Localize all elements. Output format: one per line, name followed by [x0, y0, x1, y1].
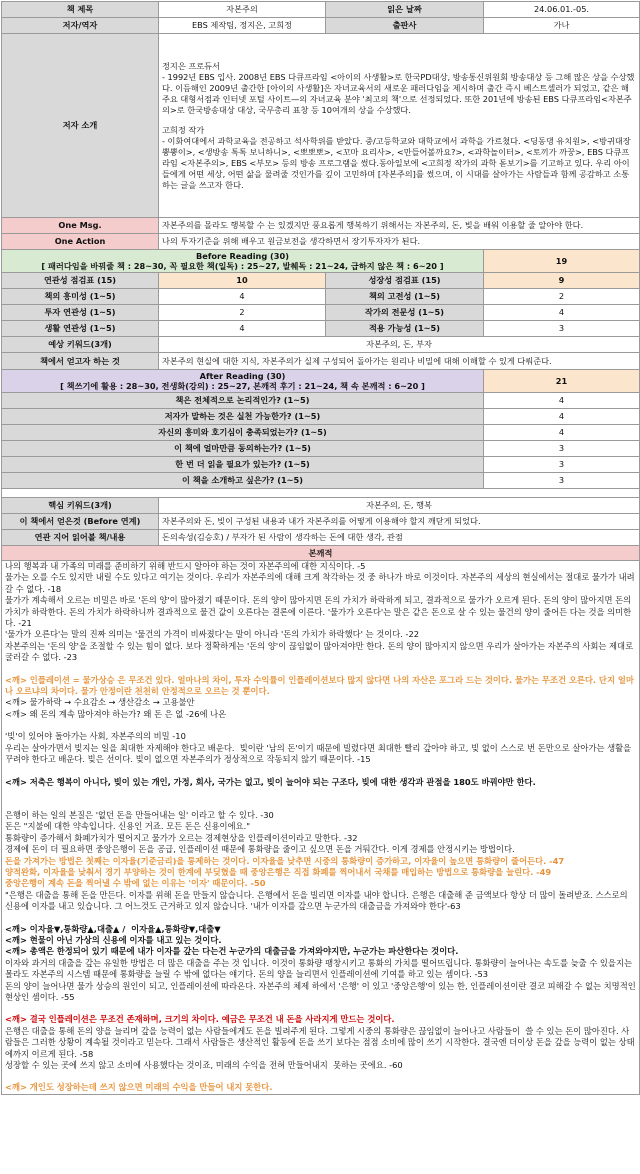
after-row-value: 4 — [484, 409, 640, 425]
spacer-row — [2, 489, 640, 498]
author-intro — [159, 34, 640, 218]
note-line: 중앙은행이 계속 돈을 찍어낼 수 밖에 없는 이유는 '이자' 때문이다. -50 — [5, 878, 266, 889]
author-intro-line: 고희정 작가 — [162, 124, 205, 135]
expectation-label: 책에서 얻고자 하는 것 — [2, 353, 159, 370]
note-line: 은행은 대출을 통해 돈의 양을 늘리며 갚을 능력이 없는 사람들에게도 돈을 빌려주게 된다. 그렇게 시중의 통화량은 끊임없이 늘어나고 사람들이 쓸 수 있는 돈이 많아진다. 사람들은 그러한 상황이 계속될 것이라고 믿는다. 그래서 사람들은 생산적인 활동에 돈을 쓰기 보다는 점점 소비에 많이 쓰기 시작한다. 결국엔 더이상 돈을 갚을 능력이 없는 상태에까지 이르게 된다. -58 — [5, 1025, 635, 1059]
before-row-label: 투자 연관성 (1~5) — [2, 305, 159, 321]
after-row-value: 4 — [484, 425, 640, 441]
author-intro-line: - 이화여대에서 과학교육을 전공하고 석사학위를 받았다. 중/고등학교와 대학교에서 과학을 가르쳤다. <딩동댕 유치원>, <방귀대장 뿡뿡이>, <생방송 톡톡 보니하니>, <뽀뽀뽀>, <꼬마 요리사>, <만들어볼까요?>, <과학놀이터>, <토끼가 까꿍>, EBS 다큐프라임 <자본주의>, EBS <부모> 등의 방송 프로그램을 썼다.동아일보에 <고희정 작가의 과학 돋보기>를 기고하고 있다. 우리 아이들에게 어떤 세상, 어떤 삶을 물려줄 것인가를 깊이 고민하며 [자본주의]를 썼으며, 이 시대를 살아가는 사람들과 함께 공감하고 소통하는 글을 쓰고자 한다. — [162, 135, 631, 190]
note-spacer — [5, 720, 636, 731]
note-line: 통화량이 증가해서 화폐가치가 떨어지고 물가가 오르는 경제현상을 인플레이션이라고 말한다. -32 — [5, 832, 358, 843]
author-label: 저자/역자 — [2, 18, 159, 34]
one-msg-label: One Msg. — [2, 218, 159, 234]
note-line: <깨> 인플레이션 = 물가상승 은 무조건 있다. 얼마나의 차이, 투자 수익률이 인플레이션보다 많지 않다면 나의 자산은 포그라 드는 것이다. 물가는 무조건 오른다. 단지 얼마나 오르냐의 차이다. 물가 안정이란 천천히 안정적으로 오르는 것 뿐이다. — [5, 674, 634, 697]
after-row-label: 저자가 말하는 것은 실천 가능한가? (1~5) — [2, 409, 484, 425]
related-reading-label: 연관 지어 읽어볼 책/내용 — [2, 530, 159, 546]
note-line: <깨> 왜 돈의 계속 많아져야 하는가? 왜 돈 은 없 -26에 나온 — [5, 708, 227, 719]
note-line: <깨> 결국 인플레이션은 무조건 존재하며, 크기의 차이다. 예금은 무조건 내 돈을 사라지게 만드는 것이다. — [5, 1014, 395, 1025]
note-spacer — [5, 913, 636, 924]
note-line: <깨> 이자율▼,통화량▲,대출▲ / 이자율▲,통화량▼,대출▼ — [5, 923, 221, 934]
book-review-sheet — [1, 1, 639, 1095]
note-line: '물가가 오른다'는 말의 진짜 의미는 '물건의 가격이 비싸졌다'는 말이 아니라 '돈의 가치가 하락했다' 는 것이다. -22 — [5, 629, 420, 640]
author-intro-label: 저자 소개 — [2, 34, 159, 218]
notes-list — [5, 561, 639, 1094]
publisher-label: 출판사 — [326, 18, 484, 34]
note-line: <깨> 개인도 성장하는데 쓰지 않으면 미래의 수익을 만들어 내지 못한다. — [5, 1082, 273, 1093]
note-line: 우리는 살아가면서 빚지는 일을 최대한 자제해야 한다고 배운다. 빚이란 '남의 돈'이기 때문에 빌렸다면 최대한 빨리 갚아야 하고, 빚 없이 스스로 번 돈만으로 살아가는 생활을 꾸려야 한다고 배운다. 빚은 선이다. 빚이 없으면 자본주의가 정상적으로 작동되지 않기 때문이다. -15 — [5, 742, 634, 765]
before-row-label: 연관성 점검표 (15) — [2, 273, 159, 289]
author-intro-line: - 1992년 EBS 입사. 2008년 EBS 다큐프라임 <아이의 사생활>로 한국PD대상, 방송통신위원회 방송대상 등 그해 많은 상을 수상했다. 이듬해인 2009년 출간한 [아이의 사생활]은 자녀교육서의 새로운 패러다임을 제시하며 출간 즉시 베스트셀러가 되었고, 같은 해 주요 대형서점과 인터넷 포털 사이트—의 자녀교육 분야 '최고의 책'으로 선정되었다. 또한 201년에 방송된 EBS 다큐프라임<자본주의>로 한국방송대상 대상, 국무총리 표창 등 10여개의 상을 수상했다. — [162, 71, 635, 115]
before-row-label: 성장성 점검표 (15) — [326, 273, 484, 289]
after-row-value: 3 — [484, 473, 640, 489]
note-line: 물가가 계속해서 오르는 비밀은 바로 '돈의 양'이 많아졌기 때문이다. 돈의 양이 많아지면 돈의 가치가 하락하게 되고, 결과적으로 물가가 오르게 된다. 돈의 양이 많아지면 돈의 가치가 하락한다. 돈의 가치가 하락하니까 결과적으로 물건 값이 오른다는 결론에 이른다. '물가가 오른다'는 말은 같은 돈으로 살 수 있는 물건의 양이 줄어든 다는 것을 의미한다. -21 — [5, 595, 634, 629]
after-row-label: 책은 전체적으로 논리적인가? (1~5) — [2, 393, 484, 409]
after-row-value: 3 — [484, 441, 640, 457]
note-line: '빚'이 있어야 돌아가는 사회, 자본주의의 비밀 -10 — [5, 731, 186, 742]
note-line: <깨> 저축은 행복이 아니다, 빚이 있는 개인, 가정, 회사, 국가는 없고, 빚이 늘어야 되는 구조다, 빚에 대한 생각과 관점을 180도 바꿔야만 한다. — [5, 776, 536, 787]
expected-keywords: 자본주의, 돈, 부자 — [159, 337, 640, 353]
before-row-value: 2 — [484, 289, 640, 305]
before-reading-criteria: [ 패러다임을 바꿔줄 책 : 28~30, 꼭 필요한 책(일독) : 25~27, 발췌독 : 21~24, 급하지 않은 책 : 6~20 ] — [41, 261, 444, 271]
before-row-value: 4 — [484, 305, 640, 321]
after-reading-title: After Reading (30) — [199, 370, 286, 381]
before-reading-header — [2, 250, 484, 273]
expected-keywords-label: 예상 키워드(3개) — [2, 337, 159, 353]
note-line: 자본주의는 '돈의 양'을 조절할 수 있는 힘이 없다. 보다 정확하게는 '돈의 양'이 끊임없이 많아져야만 한다. 돈의 양이 많아지지 않으면 우리가 살아가는 자본주의 사회는 제대로 굴러갈 수 없다. -23 — [5, 640, 636, 663]
spacer — [162, 116, 636, 125]
gained-label: 이 책에서 얻은것 (Before 연계) — [2, 514, 159, 530]
one-action-label: One Action — [2, 234, 159, 250]
bonkkaejeok-body — [2, 561, 640, 1095]
one-msg: 자본주의를 몰라도 행복할 수 는 있겠지만 풍요롭게 행복하기 위해서는 자본주의, 돈, 빚을 배워 이용할 줄 알아야 한다. — [159, 218, 640, 234]
before-reading-total: 19 — [484, 250, 640, 273]
gained: 자본주의와 돈, 빚이 구성된 내용과 내가 자본주의를 어떻게 이용해야 할지 깨닫게 되었다. — [159, 514, 640, 530]
after-row-label: 이 책에 얼마만큼 동의하는가? (1~5) — [2, 441, 484, 457]
note-line: <깨> 총액은 한정되어 있기 때문에 내가 이자를 갚는 다는건 누군가의 대출금을 가져와야지만, 누군가는 파산한다는 것이다. — [5, 946, 459, 957]
author-intro-line: 정지은 프로듀서 — [162, 60, 220, 71]
after-reading-criteria: [ 책쓰기에 활용 : 28~30, 전생화(강의) : 25~27, 본깨적 후기 : 21~24, 책 속 본깨적 : 6~20 ] — [60, 381, 425, 391]
before-row-label: 작가의 전문성 (1~5) — [326, 305, 484, 321]
note-line: 은행이 하는 일의 본질은 '없던 돈을 만들어내는 일' 이라고 할 수 있다. -30 — [5, 809, 274, 820]
note-spacer — [5, 1071, 636, 1082]
note-spacer — [5, 766, 636, 777]
note-line: 양적완화, 이자율을 낮춰서 경기 부양하는 것이 한계에 부딪혔을 때 중앙은행은 직접 화폐를 찍어내서 국채를 매입하는 방법으로 통화량을 늘린다. -49 — [5, 866, 552, 877]
related-reading: 돈의속성(김승호) / 부자가 된 사람이 생각하는 돈에 대한 생각, 관점 — [159, 530, 640, 546]
note-line: 이자와 과거의 대출을 갚는 유일한 방법은 더 많은 대출을 주는 것 입니다. 이것이 통화량 팽창시키고 통화의 가치를 떨어뜨립니다. 통화량이 늘어나는 속도를 늦출 수 있을지는 몰라도 자본주의 시스템 때문에 통화량을 늘릴 수 밖에 없다는 얘기다. 돈의 양을 늘리면서 인플레이션에 기여를 하고 있는 셈이다. -53 — [5, 957, 635, 980]
after-row-value: 4 — [484, 393, 640, 409]
after-reading-total: 21 — [484, 370, 640, 393]
note-line: <깨> 현물이 아닌 가상의 신용에 이자를 내고 있는 것이다. — [5, 934, 222, 945]
bonkkaejeok-label: 본깨적 — [2, 546, 640, 561]
note-spacer — [5, 1003, 636, 1014]
read-date: 24.06.01.-05. — [484, 2, 640, 18]
read-date-label: 읽은 날짜 — [326, 2, 484, 18]
after-reading-header — [2, 370, 484, 393]
book-title-label: 책 제목 — [2, 2, 159, 18]
note-line: "은행은 대출을 통해 돈을 만든다. 이자를 위해 돈을 만들지 않습니다. 은행에서 돈을 빌리면 이자를 내야 합니다. 은행은 대출해 준 금액보다 항상 더 많이 돌려받죠. 스스로의 신용에 이자를 내고 있습니다. 그 어느것도 근거하고 있지 않습니다. '내가 이자를 갚으면 누군가의 대출금을 가져와야 한다'-63 — [5, 889, 631, 912]
review-table — [1, 1, 640, 1095]
after-row-label: 이 책을 소개하고 싶은가? (1~5) — [2, 473, 484, 489]
core-keywords: 자본주의, 돈, 행복 — [159, 498, 640, 514]
publisher: 가나 — [484, 18, 640, 34]
note-line: 성장할 수 있는 곳에 쓰지 않고 소비에 사용했다는 것이죠, 미래의 수익을 전혀 만들어내지 못하는 곳에요. -60 — [5, 1060, 403, 1071]
note-line: <깨> 물가하락 → 수요감소 → 생산감소 → 고용불안 — [5, 697, 195, 708]
note-line: 물가는 오를 수도 있지만 내릴 수도 있다고 여기는 것이다. 우리가 자본주의에 대해 크게 착각하는 것 중 하나가 바로 이것이다. 자본주의 세상의 현실에서는 절대로 물가가 내려갈 수 없다. -18 — [5, 572, 635, 594]
author: EBS 제작팀, 정지은, 고희정 — [159, 18, 326, 34]
expectation: 자본주의 현실에 대한 지식, 자본주의가 실제 구성되어 돌아가는 원리나 비밀에 대해 이해할 수 있게 다뤄준다. — [159, 353, 640, 370]
core-keywords-label: 핵심 키워드(3개) — [2, 498, 159, 514]
before-row-value: 4 — [159, 289, 326, 305]
before-row-value: 9 — [484, 273, 640, 289]
note-line: 돈의 양이 늘어나면 물가 상승의 원인이 되고, 인플레이션에 따라온다. 자본주의 체제 하에서 '은행' 이 있고 '중앙은행'이 있는 한, 인플레이션이란 결코 피해갈 수 없는 치명적인 현상인 셈이다. -55 — [5, 980, 639, 1002]
note-line: 나의 행복과 내 가족의 미래를 준비하기 위해 반드시 알아야 하는 것이 자본주의에 대한 지식이다. -5 — [5, 561, 366, 571]
before-row-value: 2 — [159, 305, 326, 321]
after-row-label: 자신의 흥미와 호기심이 충족되었는가? (1~5) — [2, 425, 484, 441]
before-row-label: 책의 고전성 (1~5) — [326, 289, 484, 305]
before-row-value: 10 — [159, 273, 326, 289]
note-line: 돈을 가져가는 방법은 첫째는 이자율(기준금리)을 통제하는 것이다. 이자율을 낮추면 시중의 통화량이 증가하고, 이자율이 높으면 통화량이 줄어든다. -47 — [5, 855, 565, 866]
before-row-label: 책의 흥미성 (1~5) — [2, 289, 159, 305]
one-action: 나의 투자기준을 위해 배우고 원금보전을 생각하면서 장기투자자가 된다. — [159, 234, 640, 250]
after-row-label: 한 번 더 읽을 필요가 있는가? (1~5) — [2, 457, 484, 473]
before-reading-title: Before Reading (30) — [196, 250, 289, 261]
before-row-label: 적용 가능성 (1~5) — [326, 321, 484, 337]
note-spacer — [5, 664, 636, 675]
after-row-value: 3 — [484, 457, 640, 473]
book-title: 자본주의 — [159, 2, 326, 18]
note-line: 돈은 "지불에 대한 약속입니다. 신용인 거죠. 모든 돈은 신용이에요." — [5, 821, 251, 832]
before-row-value: 3 — [484, 321, 640, 337]
before-row-label: 생활 연관성 (1~5) — [2, 321, 159, 337]
before-row-value: 4 — [159, 321, 326, 337]
note-spacer — [5, 788, 636, 810]
note-line: 경제에 돈이 더 필요하면 중앙은행이 돈을 공급, 인플레이션 때문에 통화량을 줄이고 싶으면 돈을 거둬간다. 이게 경제를 안정시키는 방법이다. — [5, 844, 515, 855]
